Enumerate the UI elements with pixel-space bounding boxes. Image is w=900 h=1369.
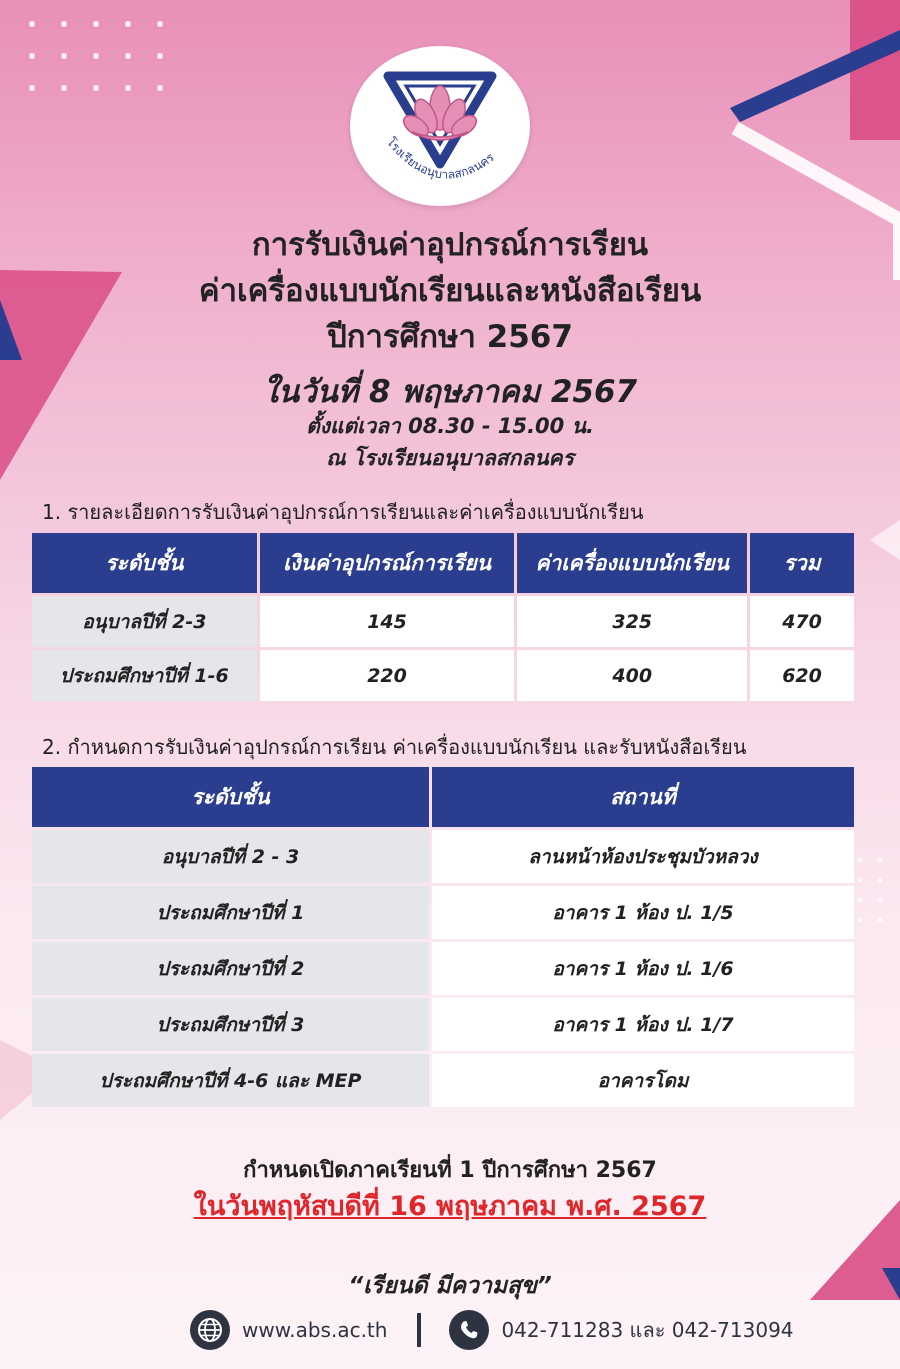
- cell-level: ประถมศึกษาปีที่ 1-6: [32, 650, 257, 701]
- cell-uniform: 400: [517, 650, 747, 701]
- cell-level: ประถมศึกษาปีที่ 3: [32, 998, 429, 1051]
- cell-uniform: 325: [517, 596, 747, 647]
- contact-footer: [190, 1308, 794, 1352]
- header-equipment: เงินค่าอุปกรณ์การเรียน: [260, 533, 515, 593]
- school-motto: “เรียนดี มีความสุข”: [348, 1273, 552, 1299]
- school-logo: [350, 46, 530, 206]
- schedule-table: [29, 764, 857, 1110]
- cell-level: ประถมศึกษาปีที่ 4-6 และ MEP: [32, 1054, 429, 1107]
- table-row: [32, 596, 854, 647]
- cell-level: อนุบาลปีที่ 2 - 3: [32, 830, 429, 883]
- title-line-3: ปีการศึกษา 2567: [327, 319, 573, 355]
- logo-text: โรงเรียนอนุบาลสกลนคร: [383, 135, 497, 182]
- cell-location: อาคารโดม: [432, 1054, 854, 1107]
- header-level: ระดับชั้น: [32, 533, 257, 593]
- semester-open-date: ในวันพฤหัสบดีที่ 16 พฤษภาคม พ.ศ. 2567: [193, 1191, 707, 1222]
- title-line-2: ค่าเครื่องแบบนักเรียนและหนังสือเรียน: [198, 273, 702, 309]
- cell-equipment: 145: [260, 596, 515, 647]
- table-row: [32, 998, 854, 1051]
- section1-title: 1. รายละเอียดการรับเงินค่าอุปกรณ์การเรียนและค่าเครื่องแบบนักเรียน: [42, 500, 644, 524]
- cell-total: 470: [750, 596, 854, 647]
- footer-divider: [417, 1313, 421, 1347]
- cell-level: อนุบาลปีที่ 2-3: [32, 596, 257, 647]
- cell-total: 620: [750, 650, 854, 701]
- phone-icon: [449, 1310, 489, 1350]
- section2-title: 2. กำหนดการรับเงินค่าอุปกรณ์การเรียน ค่าเครื่องแบบนักเรียน และรับหนังสือเรียน: [42, 735, 747, 759]
- main-title: [0, 222, 900, 360]
- table-row: [32, 942, 854, 995]
- cell-location: อาคาร 1 ห้อง ป. 1/6: [432, 942, 854, 995]
- event-date: ในวันที่ 8 พฤษภาคม 2567: [262, 374, 638, 410]
- semester-open-title: กำหนดเปิดภาคเรียนที่ 1 ปีการศึกษา 2567: [243, 1158, 657, 1183]
- event-time: ตั้งแต่เวลา 08.30 - 15.00 น.: [306, 414, 594, 438]
- table-header-row: [32, 767, 854, 827]
- table-row: [32, 1054, 854, 1107]
- header-level: ระดับชั้น: [32, 767, 429, 827]
- lotus-triangle-icon: [350, 46, 530, 206]
- header-total: รวม: [750, 533, 854, 593]
- cell-location: อาคาร 1 ห้อง ป. 1/7: [432, 998, 854, 1051]
- dot-grid: [29, 21, 163, 91]
- cell-location: ลานหน้าห้องประชุมบัวหลวง: [432, 830, 854, 883]
- cell-equipment: 220: [260, 650, 515, 701]
- table-row: [32, 886, 854, 939]
- fee-table: [29, 530, 857, 704]
- cell-level: ประถมศึกษาปีที่ 2: [32, 942, 429, 995]
- header-uniform: ค่าเครื่องแบบนักเรียน: [517, 533, 747, 593]
- globe-icon: [190, 1310, 230, 1350]
- event-place: ณ โรงเรียนอนุบาลสกลนคร: [326, 446, 574, 470]
- table-row: [32, 650, 854, 701]
- cell-level: ประถมศึกษาปีที่ 1: [32, 886, 429, 939]
- phone-numbers[interactable]: 042-711283 และ 042-713094: [501, 1318, 794, 1342]
- header-location: สถานที่: [432, 767, 854, 827]
- cell-location: อาคาร 1 ห้อง ป. 1/5: [432, 886, 854, 939]
- website-link[interactable]: www.abs.ac.th: [242, 1318, 388, 1342]
- table-header-row: [32, 533, 854, 593]
- table-row: [32, 830, 854, 883]
- title-line-1: การรับเงินค่าอุปกรณ์การเรียน: [251, 227, 649, 263]
